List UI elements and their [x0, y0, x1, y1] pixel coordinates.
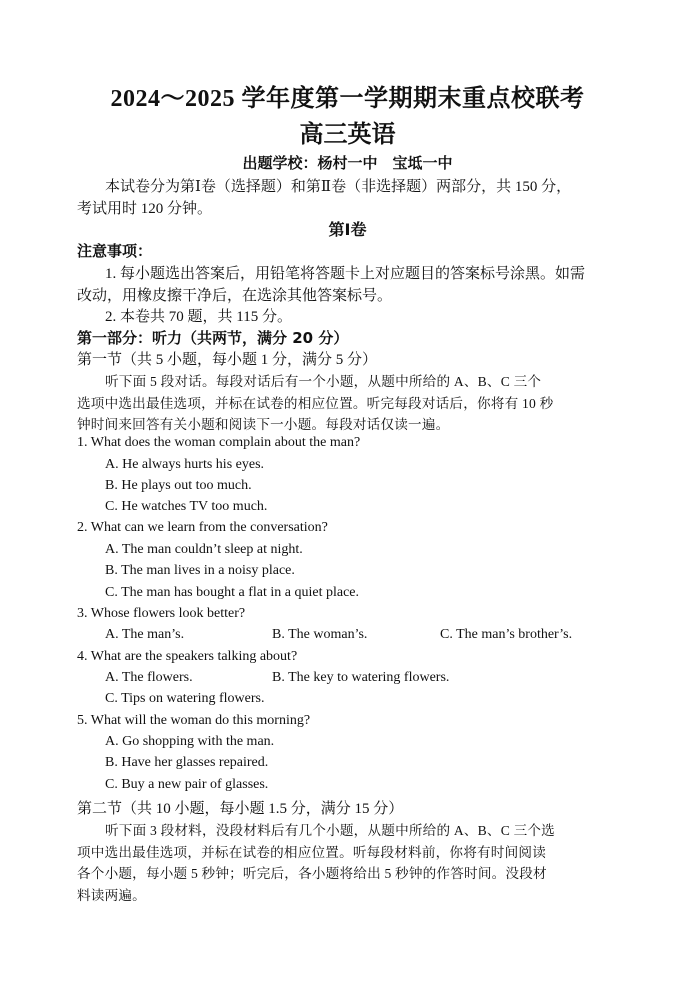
- section2-title: 第二节（共 10 小题，每小题 1.5 分，满分 15 分）: [77, 801, 404, 817]
- volume-title: 第Ⅰ卷: [328, 220, 367, 239]
- option-c: C. The man’s brother’s.: [440, 627, 573, 642]
- question-stem: 3. Whose flowers look better?: [77, 606, 246, 621]
- notes-item-1-line-2: 改动，用橡皮擦干净后，在选涂其他答案标号。: [77, 288, 393, 304]
- notes-heading: 注意事项：: [77, 242, 153, 260]
- option-a: A. The man couldn’t sleep at night.: [105, 542, 303, 557]
- section2-instruction-line: 听下面 3 段材料，没段材料后有几个小题，从题中所给的 A、B、C 三个选: [105, 823, 555, 838]
- option-b: B. Have her glasses repaired.: [105, 755, 269, 770]
- section2-instruction-line: 各个小题，每小题 5 秒钟；听完后，各小题将给出 5 秒钟的作答时间。没段材: [77, 866, 547, 881]
- question-stem: 1. What does the woman complain about the man?: [77, 435, 361, 450]
- option-b: B. He plays out too much.: [105, 478, 252, 493]
- question-stem: 4. What are the speakers talking about?: [77, 649, 298, 664]
- notes-item-2: 2. 本卷共 70 题，共 115 分。: [105, 309, 292, 325]
- option-c: C. Tips on watering flowers.: [105, 691, 265, 706]
- section1-title: 第一节（共 5 小题，每小题 1 分，满分 5 分）: [77, 352, 378, 368]
- section1-instruction-line: 钟时间来回答有关小题和阅读下一小题。每段对话仅读一遍。: [77, 417, 450, 432]
- section2-instruction-line: 项中选出最佳选项，并标在试卷的相应位置。听每段材料前，你将有时间阅读: [77, 845, 546, 860]
- option-a: A. He always hurts his eyes.: [105, 457, 265, 472]
- section1-instruction-line: 选项中选出最佳选项，并标在试卷的相应位置。听完每段对话后，你将有 10 秒: [77, 396, 554, 411]
- school-names: 出题学校：杨村一中 宝坻一中: [242, 154, 453, 172]
- option-c: C. He watches TV too much.: [105, 499, 268, 514]
- intro-line-1: 本试卷分为第Ⅰ卷（选择题）和第Ⅱ卷（非选择题）两部分，共 150 分，: [105, 179, 572, 195]
- exam-title: 2024～2025 学年度第一学期期末重点校联考: [110, 86, 585, 112]
- intro-line-2: 考试用时 120 分钟。: [77, 201, 213, 217]
- option-c: C. Buy a new pair of glasses.: [105, 777, 269, 792]
- option-b: B. The woman’s.: [272, 627, 368, 642]
- notes-item-1-line-1: 1. 每小题选出答案后，用铅笔将答题卡上对应题目的答案标号涂黑。如需: [105, 266, 586, 282]
- question-stem: 2. What can we learn from the conversation?: [77, 520, 328, 535]
- option-b: B. The key to watering flowers.: [272, 670, 450, 685]
- option-a: A. The flowers.: [105, 670, 193, 685]
- option-c: C. The man has bought a flat in a quiet place.: [105, 585, 360, 600]
- option-a: A. Go shopping with the man.: [105, 734, 275, 749]
- part1-title: 第一部分：听力（共两节，满分 20 分）: [77, 329, 349, 347]
- option-b: B. The man lives in a noisy place.: [105, 563, 295, 578]
- option-a: A. The man’s.: [105, 627, 185, 642]
- subject-title: 高三英语: [299, 122, 396, 148]
- question-stem: 5. What will the woman do this morning?: [77, 713, 311, 728]
- section1-instruction-line: 听下面 5 段对话。每段对话后有一个小题，从题中所给的 A、B、C 三个: [105, 374, 542, 389]
- section2-instruction-line: 料读两遍。: [77, 888, 146, 903]
